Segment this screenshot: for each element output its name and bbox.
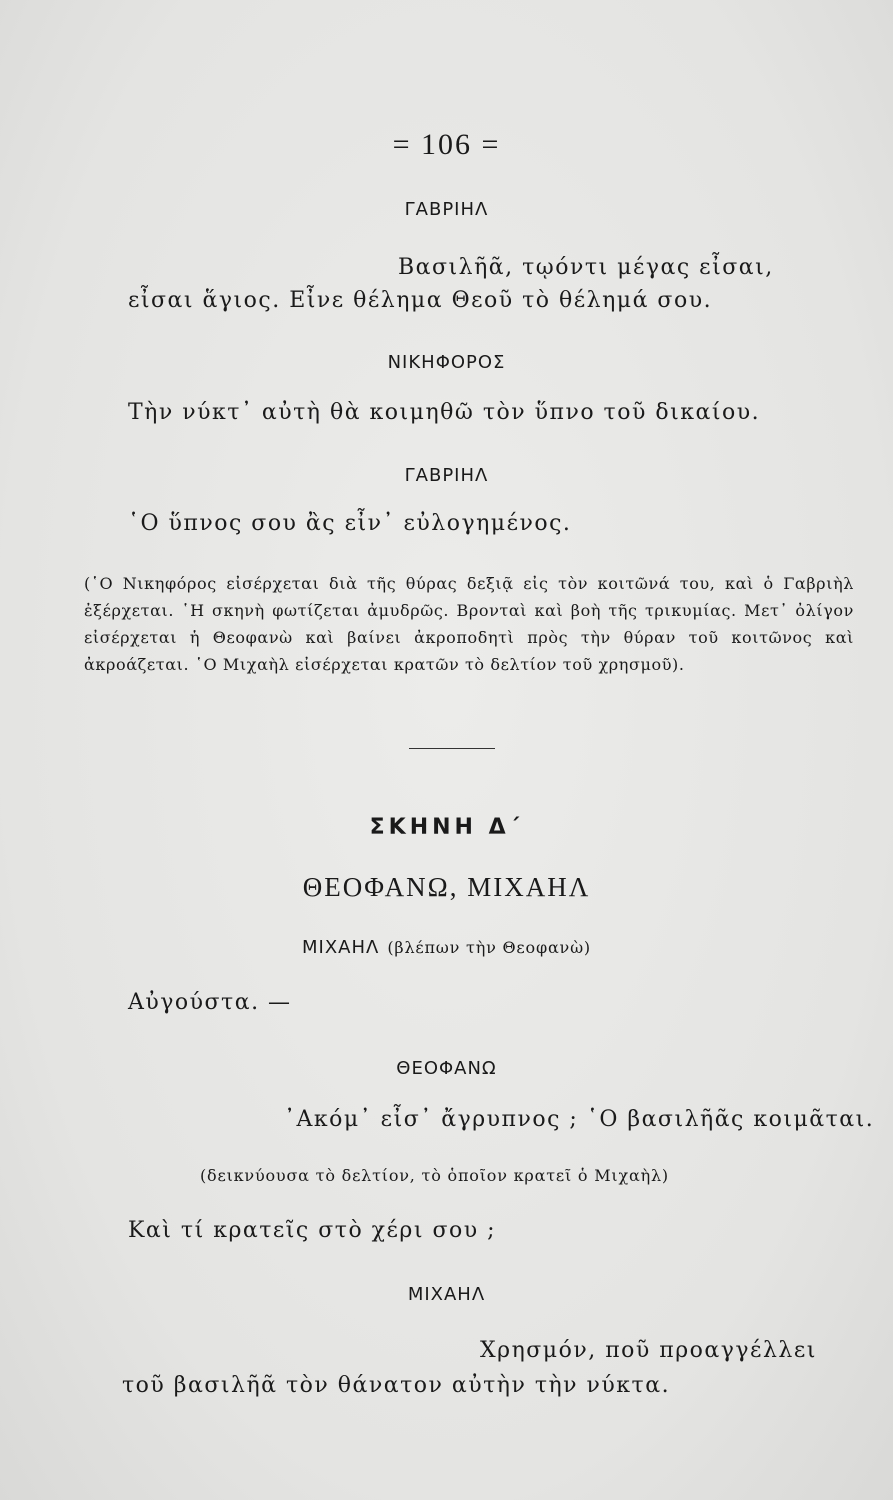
dialogue-line: εἶσαι ἅγιος. Εἶνε θέλημα Θεοῦ τὸ θέλημά σου.	[128, 288, 713, 313]
speaker-michail: ΜΙΧΑΗΛ	[302, 937, 380, 958]
speaker-nikiforos: ΝΙΚΗΦΟΡΟΣ	[387, 352, 506, 373]
speaker-michail: ΜΙΧΑΗΛ	[407, 1284, 486, 1305]
dialogue-line: Βασιλῆᾶ, τῳόντι μέγας εἶσαι,	[398, 255, 774, 280]
dialogue-line: ᾽Ακόμ᾽ εἶσ᾽ ἄγρυπνος ; ῾Ο βασιλῆᾶς κοιμᾶται.	[284, 1107, 875, 1132]
section-divider	[409, 748, 495, 749]
dialogue-line: ῾Ο ὕπνος σου ἂς εἶν᾽ εὐλογημένος.	[128, 511, 572, 536]
stage-direction: (῾Ο Νικηφόρος εἰσέρχεται διὰ τῆς θύρας δεξιᾷ εἰς τὸν κοιτῶνά του, καὶ ὁ Γαβριὴλ ἐξέρχεται. ῾Η σκηνὴ φωτίζεται ἀμυδρῶς. Βρονταὶ καὶ βοὴ τῆς τρικυμίας. Μετ᾽ ὀλίγον εἰσέρχεται ἡ Θεοφανὼ καὶ βαίνει ἀκροποδητὶ πρὸς τὴν θύραν τοῦ κοιτῶνος καὶ ἀκροάζεται. ῾Ο Μιχαὴλ εἰσέρχεται κρατῶν τὸ δελτίον τοῦ χρησμοῦ).	[84, 574, 854, 674]
dialogue-line: Αὐγούστα. —	[128, 990, 292, 1015]
scene-characters: ΘΕΟΦΑΝΩ, ΜΙΧΑΗΛ	[302, 872, 591, 902]
dialogue-line: τοῦ βασιλῆᾶ τὸν θάνατον αὐτὴν τὴν νύκτα.	[122, 1373, 671, 1398]
speaker-gavriil: ΓΑΒΡΙΗΛ	[404, 199, 489, 220]
dialogue-line: Καὶ τί κρατεῖς στὸ χέρι σου ;	[128, 1218, 496, 1243]
speaker-row-michail	[0, 937, 893, 958]
scene-title: ΣΚΗΝΗ Δ΄	[369, 815, 524, 840]
speaker-gavriil: ΓΑΒΡΙΗΛ	[404, 465, 489, 486]
dialogue-line: Τὴν νύκτ᾽ αὐτὴ θὰ κοιμηθῶ τὸν ὕπνο τοῦ δικαίου.	[128, 400, 761, 425]
speaker-theofano: ΘΕΟΦΑΝΩ	[396, 1058, 497, 1079]
dialogue-line: Χρησμόν, ποῦ προαγγέλλει	[480, 1338, 817, 1363]
page-number: = 106 =	[392, 128, 501, 161]
stage-direction-inline: (βλέπων τὴν Θεοφανὼ)	[387, 938, 591, 957]
stage-direction-inline: (δεικνύουσα τὸ δελτίον, τὸ ὁποῖον κρατεῖ ὁ Μιχαὴλ)	[200, 1166, 669, 1185]
